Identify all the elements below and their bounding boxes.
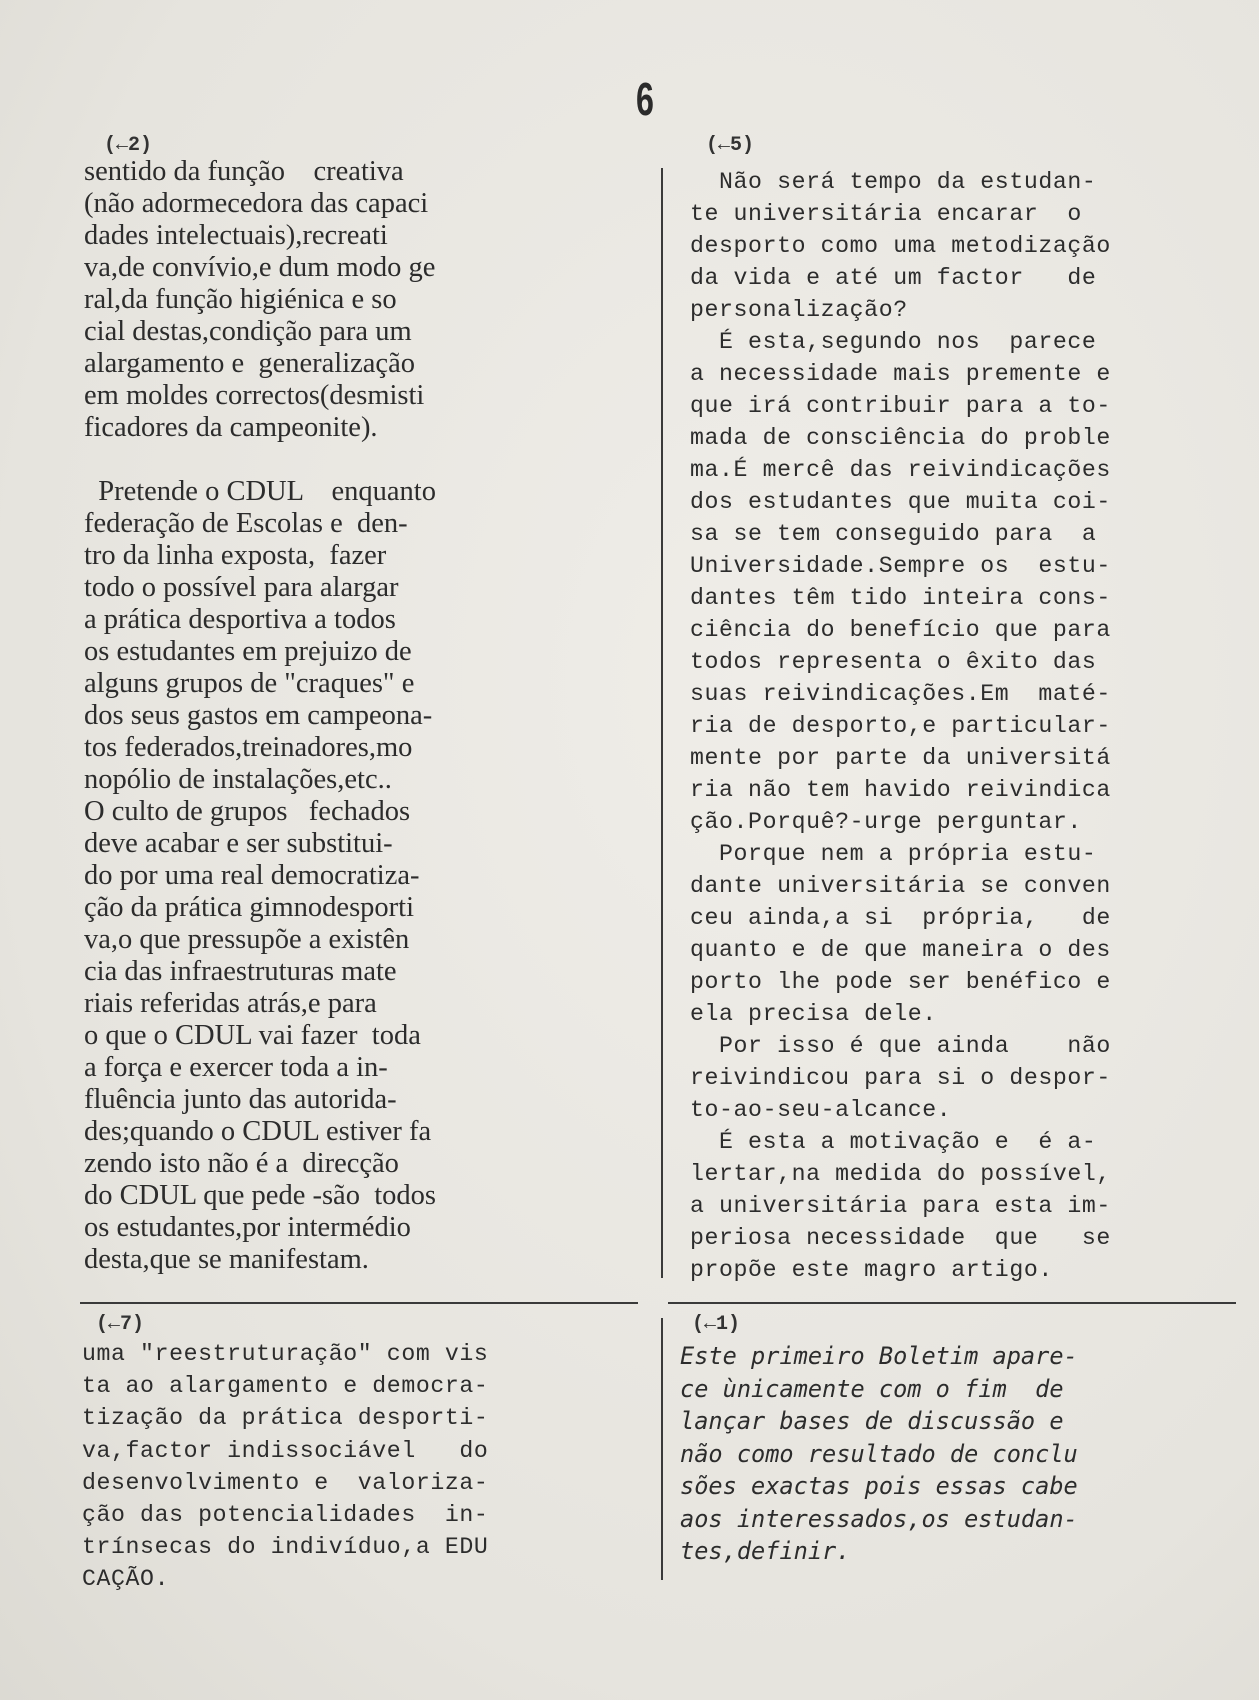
text-line: aos interessados,os estudan-: [680, 1504, 1078, 1533]
reference-marker-bottom-left: (←7): [96, 1313, 145, 1336]
text-line: os estudantes em prejuizo de: [84, 636, 412, 667]
text-line: ção da prática gimnodesporti: [84, 892, 415, 923]
text-line: quanto e de que maneira o des: [690, 937, 1111, 963]
text-line: É esta,segundo nos parece: [690, 329, 1097, 355]
text-line: sentido da função creativa: [84, 156, 404, 187]
text-line: uma "reestruturação" com vis: [82, 1341, 489, 1367]
text-line: ria não tem havido reivindica: [690, 777, 1111, 803]
text-line: Este primeiro Boletim apare-: [680, 1342, 1078, 1370]
text-line: o que o CDUL vai fazer toda: [84, 1020, 421, 1051]
text-line: que irá contribuir para a to-: [690, 393, 1111, 419]
text-line: dantes têm tido inteira cons-: [690, 585, 1111, 611]
text-line: desta,que se manifestam.: [84, 1244, 369, 1275]
text-line: do por uma real democratiza-: [84, 860, 420, 891]
text-line: ção das potencialidades in-: [82, 1502, 489, 1529]
section-divider-left: [80, 1302, 638, 1304]
column-divider-top: [661, 168, 663, 1278]
text-line: ma.É mercê das reivindicações: [690, 457, 1111, 483]
text-line: nopólio de instalações,etc..: [84, 764, 392, 795]
section-divider-right: [668, 1302, 1236, 1304]
reference-marker-bottom-right: (←1): [692, 1313, 741, 1336]
text-line: ção.Porquê?-urge perguntar.: [690, 809, 1082, 835]
text-line: porto lhe pode ser benéfico e: [690, 969, 1111, 995]
text-line: a universitária para esta im-: [690, 1193, 1111, 1219]
text-line: trínsecas do indivíduo,a EDU: [82, 1534, 489, 1561]
text-line: Pretende o CDUL enquanto: [84, 476, 436, 507]
text-line: os estudantes,por intermédio: [84, 1212, 411, 1243]
text-line: da vida e até um factor de: [690, 265, 1097, 291]
text-line: a necessidade mais premente e: [690, 361, 1111, 387]
text-line: periosa necessidade que se: [690, 1225, 1111, 1251]
text-line: tes,definir.: [680, 1537, 851, 1565]
text-line: em moldes correctos(desmisti: [84, 380, 425, 411]
text-line: deve acabar e ser substitui-: [84, 828, 393, 859]
text-line: desenvolvimento e valoriza-: [82, 1469, 489, 1496]
text-line: dos seus gastos em campeona-: [84, 700, 433, 731]
text-line: tização da prática desporti-: [82, 1405, 489, 1432]
text-line: ce ùnicamente com o fim de: [680, 1374, 1064, 1403]
text-line: a prática desportiva a todos: [84, 604, 396, 635]
text-line: lançar bases de discussão e: [680, 1407, 1064, 1435]
text-line: CAÇÃO.: [82, 1566, 170, 1593]
text-line: Universidade.Sempre os estu-: [690, 553, 1111, 579]
text-line: dos estudantes que muita coi-: [690, 489, 1111, 515]
text-line: sões exactas pois essas cabe: [680, 1472, 1078, 1500]
text-line: to-ao-seu-alcance.: [690, 1097, 952, 1123]
text-line: do CDUL que pede -são todos: [84, 1180, 436, 1211]
text-line: mada de consciência do proble: [690, 425, 1111, 451]
text-line: riais referidas atrás,e para: [84, 988, 377, 1019]
text-line: Porque nem a própria estu-: [690, 841, 1097, 867]
text-line: (não adormecedora das capaci: [84, 188, 429, 219]
page-number: 6: [636, 73, 655, 125]
text-line: des;quando o CDUL estiver fa: [84, 1116, 432, 1147]
text-line: zendo isto não é a direcção: [84, 1148, 399, 1179]
top-right-column-text: [690, 166, 1111, 1286]
text-line: ta ao alargamento e democra-: [82, 1373, 489, 1400]
text-line: desporto como uma metodização: [690, 233, 1111, 259]
text-line: alguns grupos de "craques" e: [84, 668, 415, 699]
column-divider-bottom: [661, 1318, 663, 1580]
text-line: ficadores da campeonite).: [84, 412, 378, 443]
text-line: reivindicou para si o despor-: [690, 1065, 1111, 1091]
text-line: ciência do benefício que para: [690, 617, 1111, 643]
top-left-column-text: [84, 156, 436, 1276]
text-line: sa se tem conseguido para a: [690, 521, 1097, 547]
text-line: ela precisa dele.: [690, 1001, 937, 1027]
text-line: va,de convívio,e dum modo ge: [84, 252, 436, 283]
text-line: propõe este magro artigo.: [690, 1257, 1053, 1283]
text-line: lertar,na medida do possível,: [690, 1161, 1111, 1187]
text-line: ceu ainda,a si própria, de: [690, 905, 1111, 931]
reference-marker-top-left: (←2): [104, 134, 153, 157]
text-line: ral,da função higiénica e so: [84, 284, 397, 315]
bottom-left-column-text: [82, 1338, 488, 1596]
text-line: dante universitária se conven: [690, 873, 1111, 899]
text-line: mente por parte da universitá: [690, 745, 1111, 771]
text-line: va,o que pressupõe a existên: [84, 924, 410, 955]
reference-marker-top-right: (←5): [706, 134, 755, 157]
text-line: a força e exercer toda a in-: [84, 1052, 388, 1083]
text-line: cia das infraestruturas mate: [84, 956, 397, 987]
text-line: ria de desporto,e particular-: [690, 713, 1111, 739]
text-line: tro da linha exposta, fazer: [84, 540, 387, 571]
bottom-right-column-text: [680, 1340, 1078, 1568]
text-line: dades intelectuais),recreati: [84, 220, 388, 251]
text-line: Por isso é que ainda não: [690, 1033, 1111, 1059]
text-line: fluência junto das autorida-: [84, 1084, 397, 1115]
text-line: va,factor indissociável do: [82, 1437, 489, 1464]
text-line: O culto de grupos fechados: [84, 796, 411, 827]
text-line: tos federados,treinadores,mo: [84, 732, 413, 763]
text-line: não como resultado de conclu: [680, 1439, 1078, 1468]
text-line: alargamento e generalização: [84, 348, 415, 379]
text-line: todo o possível para alargar: [84, 572, 399, 603]
text-line: Não será tempo da estudan-: [690, 169, 1097, 195]
text-line: É esta a motivação e é a-: [690, 1129, 1097, 1155]
text-line: federação de Escolas e den-: [84, 508, 408, 539]
text-line: personalização?: [690, 297, 908, 323]
text-line: suas reivindicações.Em maté-: [690, 681, 1111, 707]
text-line: todos representa o êxito das: [690, 649, 1097, 675]
text-line: te universitária encarar o: [690, 201, 1082, 227]
text-line: cial destas,condição para um: [84, 316, 412, 347]
